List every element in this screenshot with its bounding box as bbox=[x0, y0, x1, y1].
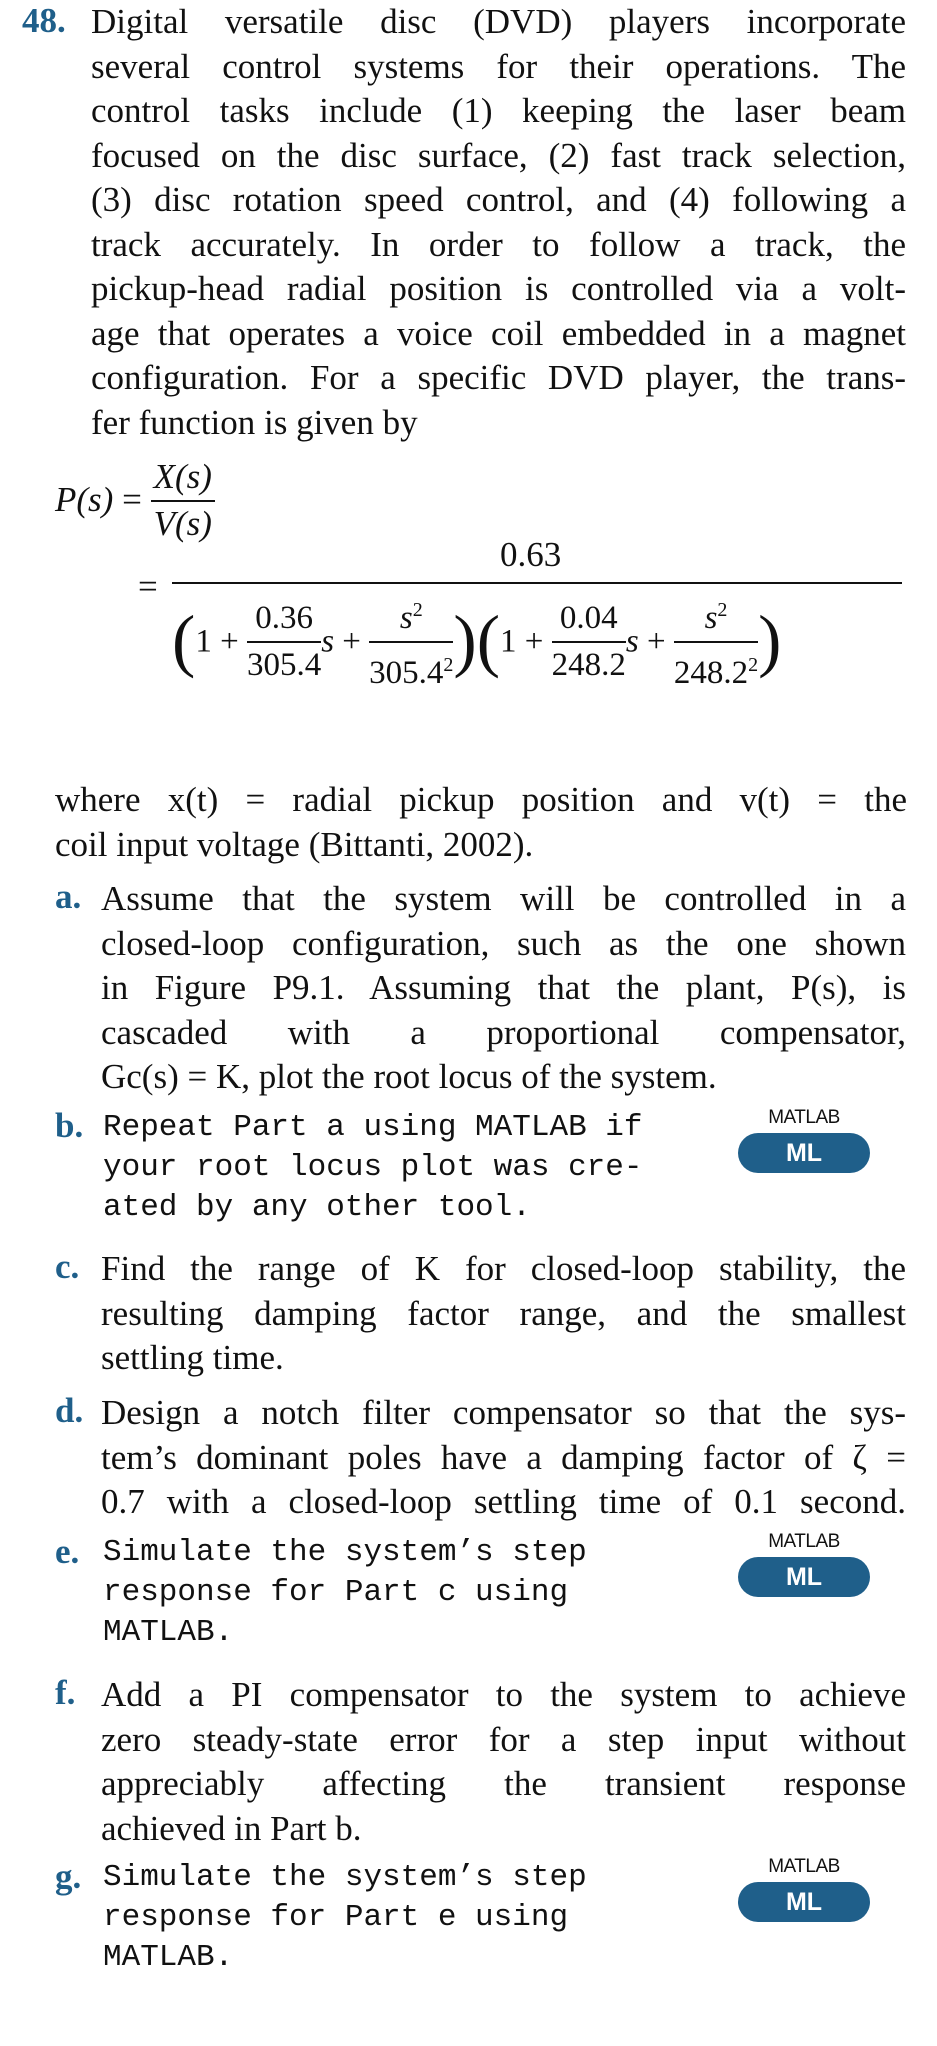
text-line: tem’s dominant poles have a damping factor of ζ = bbox=[101, 1437, 906, 1477]
intro-line: several control systems for their operations. The bbox=[91, 46, 906, 86]
part-c-label: c. bbox=[55, 1247, 80, 1286]
part-d-text bbox=[101, 1391, 906, 1525]
part-e-label: e. bbox=[55, 1532, 80, 1571]
part-a-text bbox=[101, 877, 906, 1100]
text-line: MATLAB. bbox=[103, 1940, 234, 1975]
intro-line: configuration. For a specific DVD player, the trans- bbox=[91, 358, 906, 397]
f1-den2: 305.4 bbox=[369, 654, 444, 691]
text-line: 0.7 with a closed-loop settling time of 0.1 second. bbox=[101, 1482, 906, 1521]
ml-icon: ML bbox=[738, 1133, 870, 1173]
matlab-caption: MATLAB bbox=[768, 1856, 840, 1877]
f1-num: 0.36 bbox=[247, 596, 321, 643]
text-line: response for Part c using bbox=[103, 1575, 569, 1610]
f1-den: 305.4 bbox=[246, 646, 322, 683]
text-line: appreciably affecting the transient response bbox=[101, 1764, 906, 1803]
where-line: where x(t) = radial pickup position and v(t) = the bbox=[55, 780, 907, 819]
intro-line: Digital versatile disc (DVD) players incorporate bbox=[91, 2, 906, 41]
part-d-label: d. bbox=[55, 1391, 84, 1430]
f2-den: 248.2 bbox=[551, 646, 626, 683]
text-line: your root locus plot was cre- bbox=[103, 1150, 643, 1185]
text-line: Design a notch filter compensator so that the sys- bbox=[101, 1393, 906, 1432]
big-denominator: (1 + $\frac{0.36}{305.4}$ s + $\frac{s^2}{305.4^2}$ )(1 + $\frac{0.04}{248.2}$ s + $\frac{s^2}{248.2^2}$ ) bbox=[172, 588, 912, 695]
f2-num: 0.04 bbox=[552, 596, 626, 643]
text-line: in Figure P9.1. Assuming that the plant, P(s), is bbox=[101, 968, 906, 1007]
matlab-caption: MATLAB bbox=[768, 1107, 840, 1128]
text-line: cascaded with a proportional compensator, bbox=[101, 1012, 906, 1052]
problem-number: 48. bbox=[22, 1, 66, 40]
text-line: Gc(s) = K, plot the root locus of the system. bbox=[101, 1057, 717, 1096]
text-line: Find the range of K for closed-loop stability, the bbox=[101, 1249, 906, 1288]
text-line: closed-loop configuration, such as the one shown bbox=[101, 923, 906, 963]
part-b-label: b. bbox=[55, 1106, 84, 1145]
text-line: Assume that the system will be controlled in a bbox=[101, 879, 906, 918]
intro-line: age that operates a voice coil embedded in a magnet bbox=[91, 313, 906, 353]
part-e-text bbox=[103, 1533, 703, 1653]
equals-sign: = bbox=[138, 567, 158, 606]
text-line: zero steady-state error for a step input without bbox=[101, 1719, 906, 1759]
where-text bbox=[55, 778, 907, 867]
text-line: ated by any other tool. bbox=[103, 1190, 531, 1225]
text-line: achieved in Part b. bbox=[101, 1808, 362, 1848]
text-line: resulting damping factor range, and the smallest bbox=[101, 1293, 906, 1333]
text-line: Add a PI compensator to the system to achieve bbox=[101, 1675, 906, 1714]
part-b-text bbox=[103, 1108, 743, 1228]
text-line: Repeat Part a using MATLAB if bbox=[103, 1110, 643, 1145]
text-line: settling time. bbox=[101, 1338, 284, 1377]
text-line: Simulate the system’s step bbox=[103, 1860, 587, 1895]
part-f-label: f. bbox=[55, 1673, 76, 1712]
matlab-badge-g bbox=[738, 1856, 870, 1922]
part-g-label: g. bbox=[55, 1857, 82, 1896]
part-f-text bbox=[101, 1673, 906, 1851]
text-line: response for Part e using bbox=[103, 1900, 569, 1935]
ml-icon: ML bbox=[738, 1882, 870, 1922]
lhs: P(s) bbox=[55, 480, 114, 520]
intro-line: control tasks include (1) keeping the laser beam bbox=[91, 91, 906, 130]
intro-line: pickup-head radial position is controlled via a volt- bbox=[91, 269, 906, 308]
problem-intro bbox=[91, 0, 906, 445]
equation-line-1: P(s) = $\frac{X(s)}{V(s)}$ bbox=[55, 455, 215, 555]
intro-line: (3) disc rotation speed control, and (4) following a bbox=[91, 180, 906, 219]
intro-line: focused on the disc surface, (2) fast track selection, bbox=[91, 135, 906, 175]
part-a-label: a. bbox=[55, 877, 82, 916]
part-c-text bbox=[101, 1247, 906, 1381]
where-line: coil input voltage (Bittanti, 2002). bbox=[55, 824, 534, 864]
fraction-denominator: V(s) bbox=[153, 503, 212, 543]
matlab-badge-e bbox=[738, 1531, 870, 1597]
fraction-numerator: X(s) bbox=[153, 457, 212, 496]
ml-icon: ML bbox=[738, 1557, 870, 1597]
ratio-fraction bbox=[151, 455, 215, 546]
text-line: Simulate the system’s step bbox=[103, 1535, 587, 1570]
f2-den2: 248.2 bbox=[673, 654, 749, 691]
intro-line: fer function is given by bbox=[91, 402, 418, 442]
big-fraction-bar bbox=[172, 582, 902, 584]
big-numerator: 0.63 bbox=[500, 535, 562, 574]
intro-line: track accurately. In order to follow a track, the bbox=[91, 224, 906, 264]
part-g-text bbox=[103, 1858, 703, 1978]
matlab-badge-b bbox=[738, 1107, 870, 1173]
text-line: MATLAB. bbox=[103, 1615, 234, 1650]
matlab-caption: MATLAB bbox=[768, 1531, 840, 1552]
